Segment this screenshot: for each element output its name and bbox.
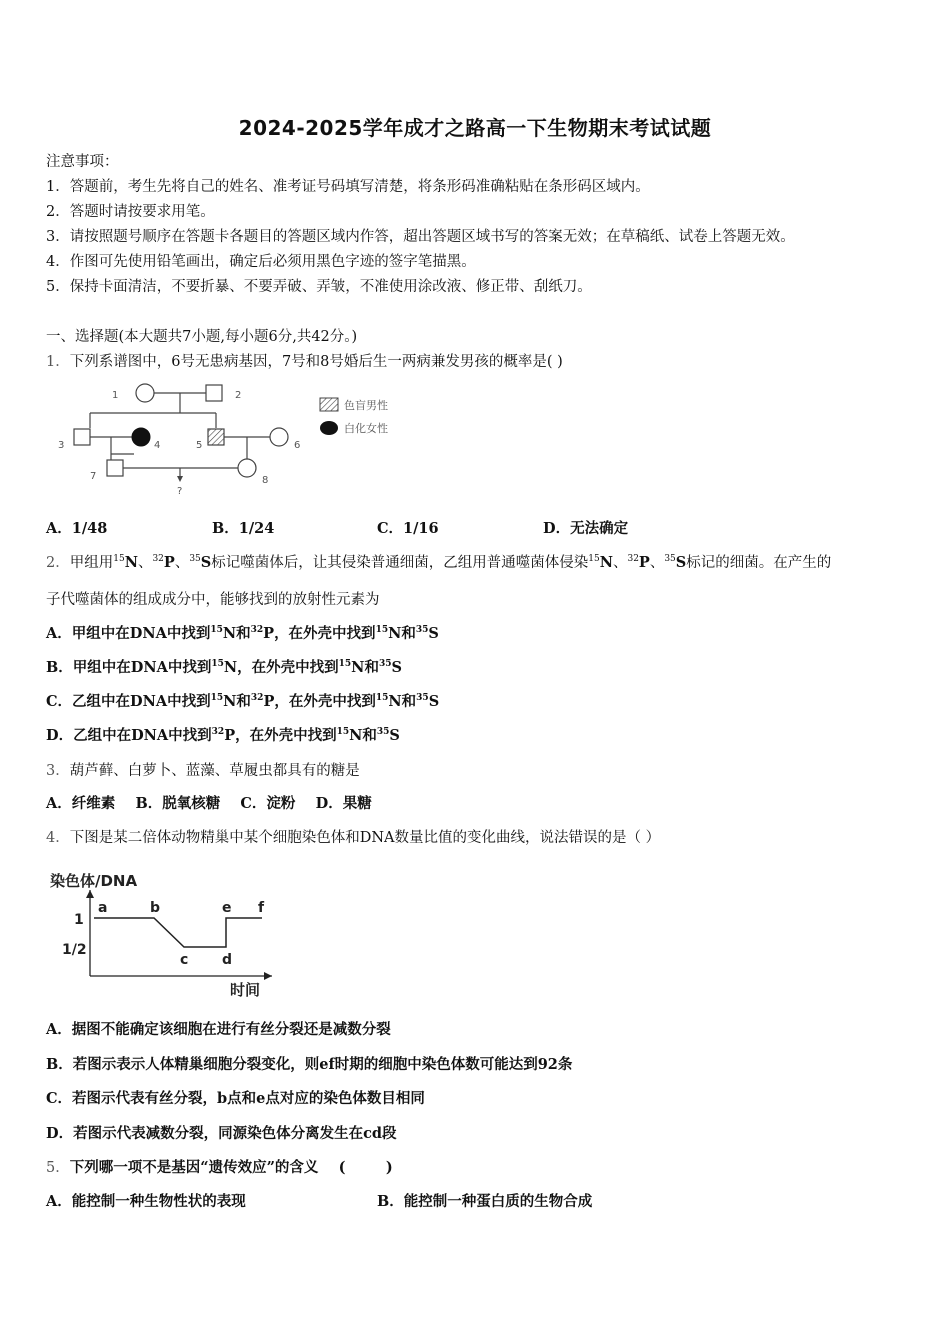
option-d[interactable]: D．若图示代表减数分裂，同源染色体分离发生在cd段 [46, 1125, 397, 1142]
point-label-b: b [150, 900, 161, 916]
ratio-chart [44, 862, 284, 1002]
individual-4 [132, 428, 150, 446]
option-a[interactable]: A．1/48 [46, 520, 108, 537]
option-b[interactable]: B．能控制一种蛋白质的生物合成 [377, 1193, 593, 1210]
point-label-d: d [222, 952, 233, 968]
pedigree-label: 1 [112, 390, 119, 401]
option-c[interactable]: C．1/16 [377, 520, 439, 537]
point-label-e: e [222, 900, 232, 916]
question-4-stem: 4．下图是某二倍体动物精巢中某个细胞染色体和DNA数量比值的变化曲线，说法错误的是（ ） [46, 830, 661, 846]
notice-item: 3．请按照题号顺序在答题卡各题目的答题区域内作答，超出答题区域书写的答案无效；在草稿纸、试卷上答题无效。 [46, 229, 795, 245]
option-c[interactable]: C．若图示代表有丝分裂，b点和e点对应的染色体数目相同 [46, 1090, 425, 1107]
legend-colorblind: 色盲男性 [344, 399, 388, 412]
option-a[interactable]: A．据图不能确定该细胞在进行有丝分裂还是减数分裂 [46, 1021, 391, 1038]
notice-item: 4．作图可先使用铅笔画出，确定后必须用黑色字迹的签字笔描黑。 [46, 254, 476, 270]
option-d[interactable]: D．乙组中在DNA中找到$^{32}$P，在外壳中找到$^{15}$N和$^{35}$S [46, 727, 400, 744]
option-b[interactable]: B．1/24 [212, 520, 275, 537]
pedigree-label: 7 [90, 471, 97, 482]
pedigree-label: 4 [154, 440, 161, 451]
individual-5 [208, 429, 224, 445]
ratio-curve [94, 918, 262, 947]
y-axis-arrow-icon [86, 890, 94, 898]
option-a[interactable]: A．甲组中在DNA中找到$^{15}$N和$^{32}$P，在外壳中找到$^{15}$N和$^{35}$S [46, 625, 439, 642]
point-label-f: f [258, 900, 265, 916]
option-c[interactable]: C．乙组中在DNA中找到$^{15}$N和$^{32}$P，在外壳中找到$^{15}$N和$^{35}$S [46, 693, 440, 710]
option-b[interactable]: B．若图示表示人体精巢细胞分裂变化，则ef时期的细胞中染色体数可能达到92条 [46, 1056, 573, 1073]
pedigree-label: 2 [235, 390, 242, 401]
pedigree-label: 3 [58, 440, 65, 451]
section-heading: 一、选择题(本大题共7小题,每小题6分,共42分。) [46, 329, 358, 345]
question-text: 下列系谱图中，6号无患病基因，7号和8号婚后生一两病兼发男孩的概率是( ) [69, 354, 563, 370]
notice-item: 2．答题时请按要求用笔。 [46, 204, 215, 220]
question-5-stem: 5．下列哪一项不是基因“遗传效应”的含义 ( ) [46, 1159, 393, 1176]
question-1-stem [46, 352, 563, 372]
option-d[interactable]: D．无法确定 [543, 520, 629, 537]
pedigree-label: 8 [262, 475, 269, 486]
page-title: 2024-2025学年成才之路高一下生物期末考试试题 [238, 116, 712, 140]
question-2-stem-cont: 子代噬菌体的组成成分中，能够找到的放射性元素为 [46, 592, 380, 608]
notice-item: 1．答题前，考生先将自己的姓名、准考证号码填写清楚，将条形码准确粘贴在条形码区域内。 [46, 179, 650, 195]
individual-8 [238, 459, 256, 477]
legend-colorblind-icon [320, 398, 338, 411]
question-number: 1． [46, 354, 70, 370]
legend-albino-icon [320, 421, 338, 435]
chart-ylabel: 染色体/DNA [50, 872, 138, 890]
individual-3 [74, 429, 90, 445]
arrow-icon [177, 476, 183, 482]
x-axis-arrow-icon [264, 972, 272, 980]
individual-6 [270, 428, 288, 446]
option-b[interactable]: B．甲组中在DNA中找到$^{15}$N，在外壳中找到$^{15}$N和$^{35}$S [46, 659, 402, 676]
y-tick: 1/2 [62, 942, 87, 958]
question-3-options[interactable]: A．纤维素 B．脱氧核糖 C．淀粉 D．果糖 [46, 795, 372, 812]
legend-albino: 白化女性 [344, 422, 388, 435]
question-3-stem: 3．葫芦藓、白萝卜、蓝藻、草履虫都具有的糖是 [46, 763, 360, 779]
individual-7 [107, 460, 123, 476]
pedigree-label: 5 [196, 440, 203, 451]
pedigree-label: ? [177, 486, 183, 497]
individual-2 [206, 385, 222, 401]
point-label-a: a [98, 900, 108, 916]
y-tick: 1 [74, 912, 84, 928]
pedigree-chart [50, 380, 430, 500]
option-a[interactable]: A．能控制一种生物性状的表现 [46, 1193, 246, 1210]
pedigree-label: 6 [294, 440, 301, 451]
individual-1 [136, 384, 154, 402]
chart-xlabel: 时间 [230, 981, 261, 999]
question-2-stem: 2．甲组用$^{15}$N、$^{32}$P、$^{35}$S标记噬菌体后，让其侵染普通细菌，乙组用普通噬菌体侵染$^{15}$N、$^{32}$P、$^{35}$S标记的细菌。在产生的 [46, 554, 832, 571]
notice-heading: 注意事项： [46, 154, 119, 170]
notice-item: 5．保持卡面清洁，不要折暴、不要弄破、弄皱，不准使用涂改液、修正带、刮纸刀。 [46, 279, 592, 295]
point-label-c: c [180, 952, 189, 968]
